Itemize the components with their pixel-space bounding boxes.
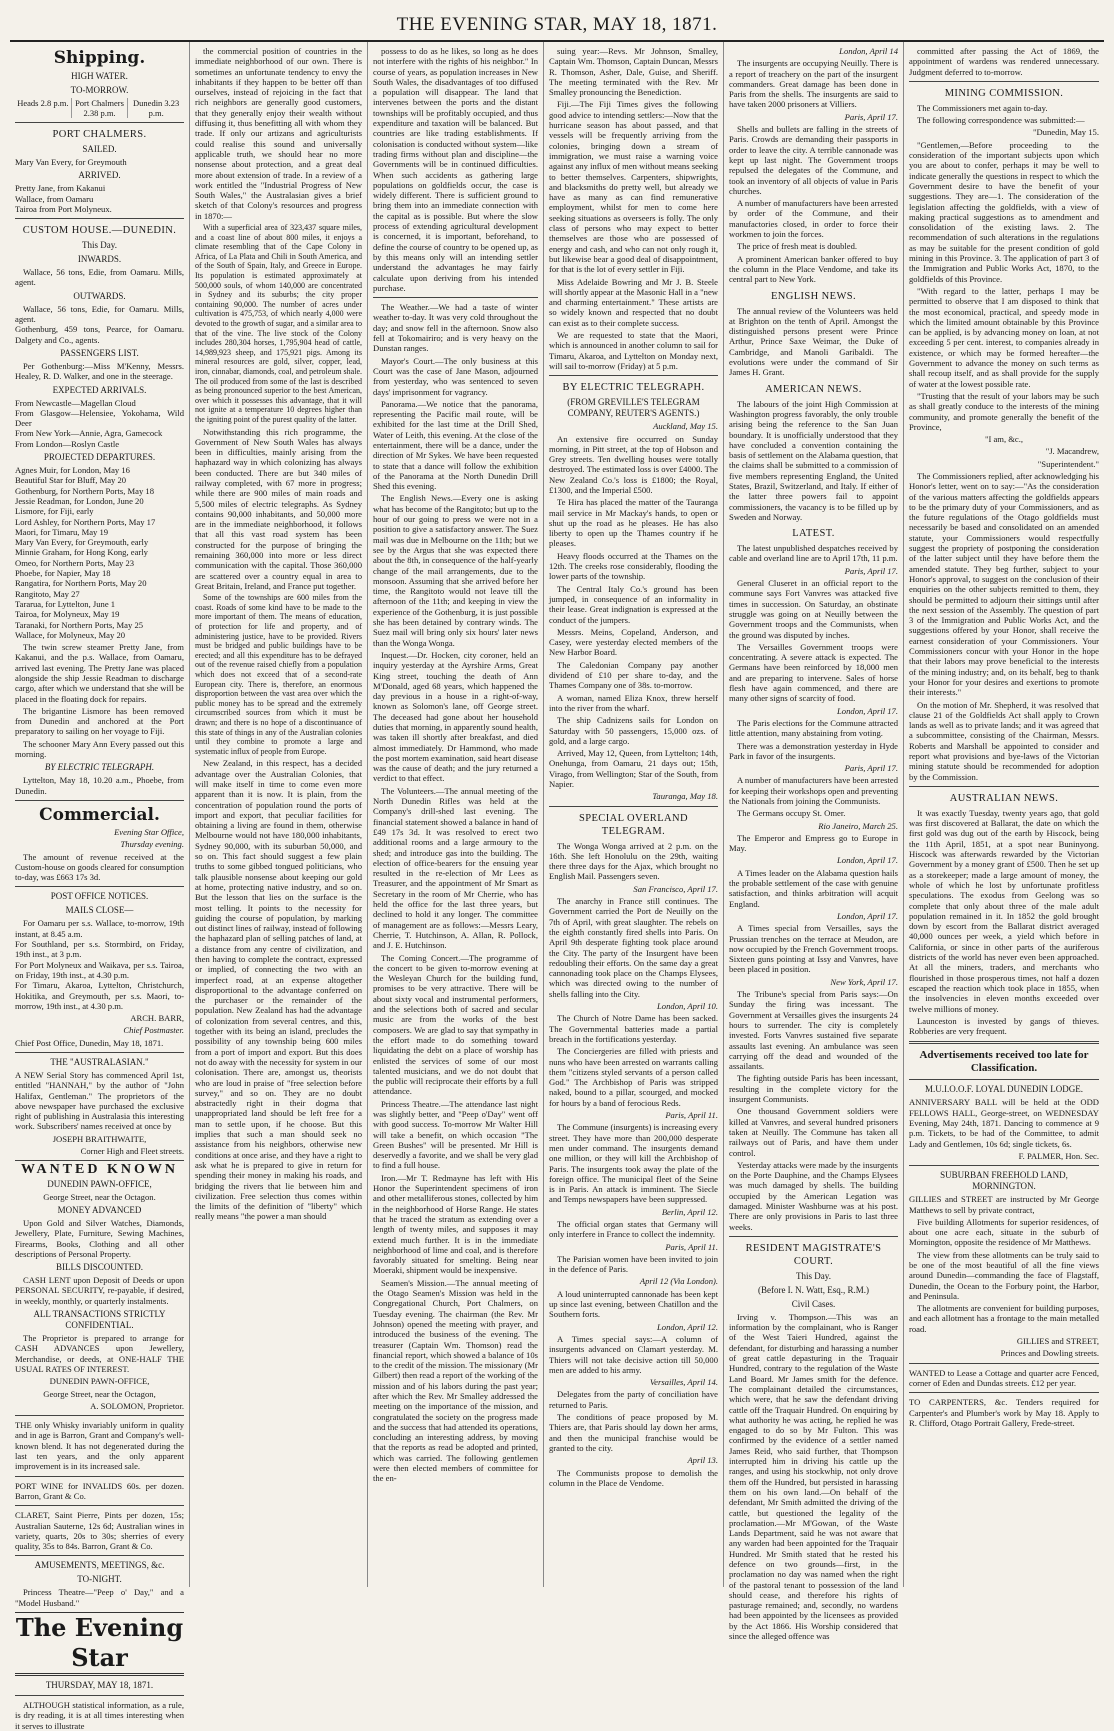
yesterday-attacks-text: Yesterday attacks were made by the insurgents on the Porte Dauphine, and the Champs Elysees was much damaged by shells. The building occupied by the American Legation was damaged. Minister Washburne was at his post. There are only provisions in Paris to last three weeks. bbox=[729, 1159, 898, 1232]
paris-11b-dateline: Paris, April 11. bbox=[665, 1241, 718, 1252]
conciergeries-text: The Conciergeries are filled with priests and nuns who have been arrested on warrants calling them "citizens styled servants of a person called God." The Archbishop of Paris was stripped naked, bound to a pillar, scourged, and mocked for hours by a band of ferocious Reds. bbox=[549, 1046, 718, 1108]
court-day-label: This Day. bbox=[796, 1270, 831, 1281]
letter-date: "Dunedin, May 15. bbox=[1032, 127, 1099, 138]
maori-paragraph: We are requested to state that the Maori, which is announced in another column to sail for Timaru, Akaroa, and Lyttelton on Monday next, will sail to-morrow (Friday) at 5 p.m. bbox=[549, 330, 718, 371]
berlin-text: The official organ states that Germany will only interfere in France to collect the indemnity. bbox=[549, 1218, 718, 1240]
london-10-dateline: London, April 10. bbox=[657, 1001, 718, 1012]
iron-paragraph: Iron.—Mr T. Redmayne has left with His Honor the Superintendent specimens of iron and other metalliferous stones, collected by him in the neighborhood of Horse Range. He states that he traced the stratum as extending over a length of twenty miles, and supposes it may extend much further. It is in the immediate neighborhood of lime and coal, and is therefore favorably situated for smelting. Being near Moeraki, shipment would be inexpensive. bbox=[373, 1172, 538, 1276]
london-17c-text: A Times special from Versailles, says the Prussian trenches on the terrace at Meudon, are now occupied by the French Government troops. Sixteen guns pointing at Issy and Vanvres, have been placed in position. bbox=[729, 923, 898, 975]
evening-star-date: THURSDAY, MAY 18, 1871. bbox=[45, 1679, 154, 1690]
paris-17-text: Shells and bullets are falling in the streets of Paris. Crowds are demanding their passports in order to leave the city. A terrible cannonade was kept up last night. The Government troops repulsed the delegates of the Commune, and took an inventory of all objects of value in Paris churches. bbox=[729, 124, 898, 196]
port-wine-advert: PORT WINE for INVALIDS 60s. per dozen. Barron, Grant & Co. bbox=[15, 1480, 184, 1501]
versailles-14-text: Delegates from the party of conciliation have returned to Paris. bbox=[549, 1389, 718, 1410]
tonight-label: TO-NIGHT. bbox=[77, 1574, 122, 1585]
meat-price-text: The price of fresh meat is doubled. bbox=[737, 241, 858, 252]
london-12-text: A Times special says:—A column of insurgents advanced on Clamart yesterday. M. Thiers will not take decisive action till 50,000 men are added to his army. bbox=[549, 1333, 718, 1375]
this-day-label: This Day. bbox=[82, 240, 117, 251]
whisky-advert: THE only Whisky invariably uniform in quality and in age is Barron, Grant and Company's well-known blend. It has not degenerated during the last ten years, and the only apparent improvement is in its increased sale. bbox=[15, 1420, 184, 1472]
oddfellows-text: ANNIVERSARY BALL will be held at the ODD FELLOWS HALL, George-street, on WEDNESDAY Evening, May 24th, 1871. Dancing to commence at 9 p.m. Tickets, to be had of the Committee, to admit Lady and Gentlemen, 10s 6d; single tickets, 6s. bbox=[909, 1097, 1099, 1149]
telegraph-heading: BY ELECTRIC TELEGRAPH. bbox=[44, 762, 155, 773]
passengers-text: Per Gothenburg:—Miss M'Kenny, Messrs. Healey, R. D. Walker, and one in the steerage. bbox=[15, 360, 184, 382]
auckland-text: An extensive fire occurred on Sunday morning, in Pitt street, at the top of Hobson and Grey streets. Ten dwelling houses were totally destroyed. The estimated loss is over £4000. The New Zealand Co.'s loss is £1800; the Royal, £1300, and the Imperial £500. bbox=[549, 433, 718, 495]
post-office-text: For Oamaru per s.s. Wallace, to-morrow, 19th instant, at 8.45 a.m. For Southland, per s.s. Stormbird, on Friday, 19th inst., at 3 p.m. For Port Molyneux and Waikava, per s.s. Tairoa, on Friday, 19th inst., at 4.30 p.m. For Timaru, Akaroa, Lyttelton, Christchurch, Hokitika, and Greymouth, per s.s. Maori, to-morrow, 19th inst., at 4.30 p.m. bbox=[15, 918, 184, 1011]
inwards-heading: INWARDS. bbox=[77, 254, 122, 265]
inquest-paragraph: Inquest.—Dr. Hocken, city coroner, held an inquiry yesterday at the Ayrshire Arms, Great King street, touching the death of Ann M'Donald, aged 68 years, which happened the day previous in a house in a right-of-way, known as Solomon's lane, off George street. The deceased had gone about her household duties that morning, in apparently sound health, was taken ill shortly after breakfast, and died almost immediately. Dr Hammond, who made the post mortem examination, said heart disease was the cause of death; and the jury returned a verdict to that effect. bbox=[373, 649, 538, 784]
thousand-soldiers-text: One thousand Government soldiers were killed at Vanvres, and several hundred prisoners taken at Neuilly. The Commune has taken all railways out of Paris, and have them under control. bbox=[729, 1106, 898, 1158]
late-adverts-heading: Advertisements received too late for Classification. bbox=[919, 1049, 1089, 1075]
telegraph-text: Lyttelton, May 18, 10.20 a.m., Phoebe, from Dunedin. bbox=[15, 775, 184, 796]
new-york-text: The Tribune's special from Paris says:—On Sunday the firing was incessant. The Government at Versailles gives the insurgents 24 hours to surrender. The city is completely invested. Forts Vanvres sustained five separate assaults last evening. An ambulance was seen carrying off the dead and wounded of the assailants. bbox=[729, 989, 898, 1072]
projected-departures-heading: PROJECTED DEPARTURES. bbox=[43, 452, 156, 463]
gillies-signature: GILLIES and STREET, bbox=[1016, 1336, 1099, 1347]
civil-cases-label: Civil Cases. bbox=[791, 1298, 836, 1309]
column-5 bbox=[724, 42, 904, 1642]
oddfellows-heading: M.U.I.O.O.F. LOYAL DUNEDIN LODGE. bbox=[925, 1084, 1083, 1095]
fighting-text: The fighting outside Paris has been incessant, resulting in the complete victory for the insurgent Communists. bbox=[729, 1073, 898, 1105]
australian-news-text: It was exactly Tuesday, twenty years ago, that gold was first discovered at Ballarat, the date on which the first gold was dug out of the earth by Hiscock, being the 11th April, 1851, at a spot near Buninyong. Hiscock was afterwards rewarded by the Victorian Government by a money grant of £500. Then he set up as a storekeeper; made a large amount of money, the whole of which he lost by unfortunate profitless speculations. The exodus from Geelong was so complete that only about three of the male adult population remained in it. In 1852 the gold brought down by escort from the Ballarat district averaged 40,000 ounces per week, a yield which before in California, or since in other parts of the auriferous districts of the world has never even been approached. At all the miners, traders, and merchants who flourished in those prosperous times, not half a dozen escaped the reaction which took place in 1855, when the insolvencies in eleven months exceeded over twelve millions of money. bbox=[909, 807, 1099, 1014]
april-13-text: The Communists propose to demolish the column in the Place de Vendome. bbox=[549, 1467, 718, 1488]
paris-17b-dateline: Paris, April 17. bbox=[844, 565, 898, 576]
court-before-label: (Before I. N. Watt, Esq., R.M.) bbox=[757, 1284, 870, 1295]
tide-dunedin: Dunedin 3.23 p.m. bbox=[133, 98, 180, 118]
expected-arrivals-text: From Newcastle—Magellan Cloud From Glasgow—Helensiee, Yokohama, Wild Deer From New York—Annie, Agra, Gamecock From London—Roslyn Castle bbox=[15, 397, 184, 449]
rio-text: The Emperor and Empress go to Europe in May. bbox=[729, 832, 898, 854]
hyde-park-text: There was a demonstration yesterday in Hyde Park in favor of the insurgents. bbox=[729, 740, 898, 761]
all-transactions-heading: ALL TRANSACTIONS STRICTLY CONFIDENTIAL. bbox=[33, 1309, 166, 1331]
new-york-dateline: New York, April 17. bbox=[830, 976, 898, 987]
mayor-court-paragraph: Mayor's Court.—The only business at this Court was the case of Jane Mason, adjourned from yesterday, who was sentenced to seven days' imprisonment for vagrancy. bbox=[373, 355, 538, 397]
banker-text: A prominent American banker offered to buy the column in the Place Vendome, and take its central part to New York. bbox=[729, 253, 898, 285]
outwards-heading: OUTWARDS. bbox=[73, 290, 126, 301]
australasian-heading: THE "AUSTRALASIAN." bbox=[50, 1057, 149, 1067]
letter-signoff: "I am, &c., bbox=[984, 434, 1024, 445]
te-hira-text: Te Hira has placed the matter of the Tauranga mail service in Mr Mackay's hands, to open or shut up the road as he pleases. He has also liberty to open up the Thames country if he pleases. bbox=[549, 497, 718, 549]
bowring-paragraph: Miss Adelaide Bowring and Mr J. B. Steele will shortly appear at the Masonic Hall in a "new and charming entertainment." These artists are so widely known and respected that no doubt can exist as to their complete success. bbox=[549, 276, 718, 328]
pawn-signature: DUNEDIN PAWN-OFFICE, bbox=[49, 1376, 150, 1387]
outwards-text: Wallace, 56 tons, Edie, for Oamaru. Mills, agent. Gothenburg, 459 tons, Pearce, for Oamaru. Dalgety and Co., agents. bbox=[15, 303, 184, 345]
gillies-text-2: Five building Allotments for superior residences, of about one acre each, situate in the suburb of Mornington, opposite the residence of Mr Matthews. bbox=[909, 1216, 1099, 1248]
evening-star-leader: ALTHOUGH statistical information, as a rule, is dry reading, it is at all times interesting when it serves to illustrate bbox=[15, 1699, 184, 1731]
panorama-paragraph: Panorama.—We notice that the panorama, representing the Pacific mail route, will be exhibited for the last time at the Drill Shed, Water of Leith, this evening. At the close of the entertainment, there will be a dance, under the direction of Mr Sykes. We have been requested to state that a dance will follow the exhibition of the Panorama at the North Dunedin Drill Shed this evening. bbox=[373, 398, 538, 492]
leader-paragraph-6: possess to do as he likes, so long as he does not interfere with the rights of his neighbor." In course of years, as population increases in New South Wales, the disadvantages of too diffused a population will disappear. The land that intervenes between the ports and the distant townships will be profitably occupied, and thus expenditure and taxation will be balanced. But countries are like trading establishments. If colonisation is conducted without system—like trading firms without plan and discipline—the Governments will be in continued difficulties. When such accidents as gathering large populations on goldfields occur, the case is widely different. There is sufficient ground to bring them into an immediate connection with the capital as is possible. But where the slow process of extending agricultural development is concerned, it is important, beforehand, to define the course of country to be opened up, as by this means only will an intending settler understand the advantages he may fairly calculate upon deriving from his intended purchase. bbox=[373, 46, 538, 293]
san-francisco-text: The anarchy in France still continues. The Government carried the Port de Neuilly on the 7th of April, with great slaughter. The rebels on the eighth constantly fired shells into Paris. On April 9th desperate fighting took place around the City. The party of the Insurgent have been redoubling their efforts. On the same day a great cannonading took place on the Champs Elysees, which was directed owing to the number of shells falling into the City. bbox=[549, 896, 718, 999]
shipping-heading: Shipping. bbox=[53, 48, 146, 68]
leader-paragraph-3: Notwithstanding this rich programme, the Government of New South Wales has always been in difficulties, mainly arising from the haphazard way in which colonizing has always been conducted. There are but 340 miles of railway completed, with 67 more in progress; while there are 900 miles of main roads and 5,500 miles of electric telegraphs. As Sydney contains 90,000 inhabitants, and 50,000 more are in the immediate neighborhood, it follows that all this vast road system has been constructed for the purpose of bringing the remaining 360,000 into more or less direct communication with the capital. Those 360,000 are scattered over a country equal in area to Great Britain, Ireland, and France put together. bbox=[195, 426, 362, 591]
paris-17c-text: A number of manufacturers have been arrested for keeping their workshops open and preventing the Nationals from joining the Communists. bbox=[729, 775, 898, 806]
floods-text: Heavy floods occurred at the Thames on the 12th. The creeks rose considerably, flooding the lower parts of the township. bbox=[549, 550, 718, 582]
launceston-text: Launceston is invested by gangs of thieves. Robberies are very frequent. bbox=[909, 1015, 1099, 1037]
tide-port-chalmers: Port Chalmers 2.38 p.m. bbox=[72, 98, 129, 118]
london-17b-text: A Times leader on the Alabama question hails the probable settlement of the case with genuine satisfaction, and thinks arbitration will acquit England. bbox=[729, 867, 898, 909]
australasian-text: A NEW Serial Story has commenced April 1st, entitled "HANNAH," by the author of "John Halifax, Gentleman." The proprietors of the above newspaper have purchased the exclusive right of publishing in Australasia this interesting work. Subscribers' names received at once by bbox=[15, 1070, 184, 1132]
post-signature-title: Chief Postmaster. bbox=[123, 1025, 184, 1036]
electric-telegraph-source: (FROM GREVILLE'S TELEGRAM COMPANY, REUTER'S AGENTS.) bbox=[567, 397, 700, 419]
seamen-mission-paragraph: Seamen's Mission.—The annual meeting of the Otago Seamen's Mission was held in the Congregational Church, Port Chalmers, on Tuesday evening. The chairman (the Rev. Mr Johnson) opened the meeting with prayer, and introduced the business of the evening. The treasurer (Captain Wm. Thomson) read the financial report, which showed a balance of 10s to the credit of the mission. The missionary (Mr Gilbert) then read a report of the working of the mission and of his labors during the past year; after which the Rev. Mr Smalley addressed the meeting on the importance of the mission, and congratulated the society on the progress made and the success that had attended its operations, concluding an interesting address, by moving that the reports as read be adopted and printed, which was carried. The following gentlemen were then elected members of committee for the en- bbox=[373, 1277, 538, 1484]
letter-text-2: "With regard to the latter, perhaps I may be permitted to observe that I am disposed to think that the most economical, practical, and speedy mode in which the limited amount obtainable by this Province can be applied, is by advancing money on loan, at not exceeding 5 per cent. interest, to companies already in existence, or which may be formed hereafter—the Government to advance the money on such terms as shall recoup itself, and as shall provide for the supply of water at the lowest possible rate. bbox=[909, 285, 1099, 389]
london-17-text: The Paris elections for the Commune attracted little attention, many abstaining from voting. bbox=[729, 717, 898, 739]
arrived-heading: ARRIVED. bbox=[78, 170, 121, 181]
london-17b-dateline: London, April 17. bbox=[837, 855, 898, 866]
letter-signature: "J. Macandrew, bbox=[1045, 446, 1099, 457]
peace-conditions-text: The conditions of peace proposed by M. Thiers are, that Paris should lay down her arms, and then the municipal franchise would be granted to the city. bbox=[549, 1412, 718, 1453]
commercial-date: Thursday evening. bbox=[120, 839, 184, 850]
arrivals-text: Arrived, May 12, Queen, from Lyttelton; 14th, Onehunga, from Oamaru, 21 days out; 15th, Virago, from Wellington; Star of the South, from Napier. bbox=[549, 748, 718, 789]
via-london-dateline: April 12 (Via London). bbox=[639, 1276, 718, 1287]
versailles-14-dateline: Versailles, April 14. bbox=[649, 1377, 718, 1388]
mails-close-heading: MAILS CLOSE— bbox=[65, 905, 134, 916]
london-17c-dateline: London, April 17. bbox=[837, 910, 898, 921]
via-london-text: A loud uninterrupted cannonade has been kept up since last evening, between Chatillon and the Southern forts. bbox=[549, 1288, 718, 1320]
central-italy-text: The Central Italy Co.'s ground has been jumped, in consequence of an informality in their lease. Great indignation is expressed at the conduct of the jumpers. bbox=[549, 583, 718, 625]
latest-heading: LATEST. bbox=[792, 528, 835, 540]
letter-text-3: "Trusting that the result of your labors may be such as shall greatly conduce to the interests of the mining community, and promote generally the benefit of the Province, bbox=[909, 390, 1099, 432]
arrived-text: Pretty Jane, from Kakanui Wallace, from Oamaru Tairoa from Port Molyneux. bbox=[15, 183, 112, 214]
mining-intro: The Commissioners met again to-day. bbox=[917, 102, 1048, 113]
american-news-heading: AMERICAN NEWS. bbox=[765, 383, 862, 395]
gillies-text-3: The view from these allotments can be truly said to be one of the most beautiful of all the fine views around Dunedin—commanding the face of Flagstaff, Dunedin, the Ocean to the Forbury point, the Harbor, and Peninsula. bbox=[909, 1249, 1099, 1301]
mining-intro-2: The following correspondence was submitted:— bbox=[917, 115, 1085, 126]
london-17-dateline: London, April 17. bbox=[837, 705, 898, 716]
pawn-signature-proprietor: A. SOLOMON, Proprietor. bbox=[90, 1400, 184, 1411]
mining-commission-heading: MINING COMMISSION. bbox=[944, 87, 1064, 99]
pawn-office-text-2: The Proprietor is prepared to arrange for CASH ADVANCES upon Jewellery, Merchandise, or deeds, at ONE-HALF THE USUAL RATES OF INTEREST. bbox=[15, 1333, 184, 1374]
paris-17c-dateline: Paris, April 17. bbox=[844, 763, 898, 774]
carpenters-advert: TO CARPENTERS, &c. Tenders required for Carpenter's and Plumber's work by May 18. Apply to R. Clifford, Otago Portrait Gallery, Frede-street. bbox=[909, 1397, 1099, 1428]
australasian-address: Corner High and Fleet streets. bbox=[80, 1146, 184, 1157]
evening-star-title: The Evening Star bbox=[15, 1612, 184, 1676]
suburban-land-heading: SUBURBAN FREEHOLD LAND, MORNINGTON. bbox=[940, 1170, 1068, 1192]
tomorrow-label: TO-MORROW. bbox=[70, 85, 129, 95]
column-1 bbox=[10, 42, 190, 1731]
letter-signature-title: "Superintendent." bbox=[1037, 458, 1099, 469]
english-news-heading: ENGLISH NEWS. bbox=[770, 290, 857, 302]
berlin-dateline: Berlin, April 12. bbox=[661, 1206, 718, 1217]
inwards-text: Wallace, 56 tons, Edie, from Oamaru. Mills, agent. bbox=[15, 267, 184, 288]
versailles-text: The Versailles Government troops were concentrating. A severe attack is expected. The Germans have been reinforced by 18,000 men and are preparing to intervene. Sales of horse flesh have again commenced, and there are many other signs of scarcity of food. bbox=[729, 641, 898, 704]
pawn-office-heading: DUNEDIN PAWN-OFFICE, bbox=[47, 1178, 152, 1189]
court-continued: committed after passing the Act of 1869, the appointment of wardens was rendered unnecessary. Judgment deferred to to-morrow. bbox=[909, 46, 1099, 77]
electric-telegraph-heading: BY ELECTRIC TELEGRAPH. bbox=[562, 382, 705, 394]
leader-paragraph-2: With a superficial area of 323,437 square miles, and a coast line of about 800 miles, it enjoys a climate resembling that of the Cape Colony in Africa, of La Plata and Chili in South America, and of the South of Spain, Italy, and Greece in Europe. Its population is estimated approximately at 500,000 souls, of whom 140,000 are concentrated in Sydney and its suburbs; the city proper containing 90,000. The number of acres under cultivation is 475,753, of which nearly 4,000 were devoted to the growth of sugar, and a similar area to that of the vine. The live stock of the Colony includes 280,304 horses, 1,795,904 head of cattle, 14,989,923 sheep, and 175,921 pigs. Among its mineral resources are gold, silver, copper, lead, iron, cinnabar, diamonds, coal, and petroleum shale. The oil produced from some of the last is described as being pronounced superior to the best American, over which it possesses this advantage, that it will not ignite at a temperature 10 degrees higher than the igniting point of the purest quality of the latter. bbox=[195, 223, 362, 424]
april-13-dateline: April 13. bbox=[687, 1455, 718, 1466]
gillies-text: GILLIES and STREET are instructed by Mr George Matthews to sell by private contract, bbox=[909, 1194, 1099, 1215]
column-3 bbox=[368, 42, 544, 1587]
tide-table bbox=[15, 98, 184, 118]
amusements-heading: AMUSEMENTS, MEETINGS, &c. bbox=[34, 1560, 165, 1571]
post-date: Chief Post Office, Dunedin, May 18, 1871. bbox=[15, 1037, 164, 1048]
pawn-signature-address: George Street, near the Octagon, bbox=[43, 1388, 156, 1399]
wanted-lease-advert: WANTED to Lease a Cottage and quarter acre Fenced, corner of Eden and Dundas streets. £12 per year. bbox=[909, 1367, 1099, 1388]
australasian-signature: JOSEPH BRAITHWAITE, bbox=[52, 1133, 147, 1144]
san-francisco-dateline: San Francisco, April 17. bbox=[633, 883, 718, 894]
shipping-paragraph: The twin screw steamer Pretty Jane, from Kakanui, and the p.s. Wallace, from Oamaru, arrived last evening. The Pretty Jane was placed alongside the ship Jessie Readman to discharge cargo, after which we understand that she will be placed in the floating dock for repairs. bbox=[15, 642, 184, 704]
paris-11b-text: The Parisian women have been invited to join in the defence of Paris. bbox=[549, 1253, 718, 1275]
paris-11-text: The Commune (insurgents) is increasing every street. They have more than 200,000 desperate men under command. The insurgents demand one million, or they will kill the Archbishop of Paris. The insurgents took away the plate of the foreign office. The municipal fleet of the Seine is in Paris. An attack is imminent. The Siecle and Temps newspapers have been suppressed. bbox=[549, 1122, 718, 1205]
gillies-text-4: The allotments are convenient for building purposes, and each allotment has a frontage to the main metalled road. bbox=[909, 1303, 1099, 1334]
pawn-office-address: George Street, near the Octagon. bbox=[43, 1191, 156, 1202]
amusements-text: Princess Theatre—"Peep o' Day," and a "Model Husband." bbox=[15, 1587, 184, 1608]
seamen-mission-continued: suing year:—Revs. Mr Johnson, Smalley, Captain Wm. Thomson, Captain Duncan, Messrs R. Thomson, Asher, Dale, Guise, and Sheriff. The meeting terminated with the Rev. Mr Smalley pronouncing the Benediction. bbox=[549, 46, 718, 98]
london-12-dateline: London, April 12. bbox=[657, 1321, 718, 1332]
bills-discounted-heading: BILLS DISCOUNTED. bbox=[56, 1262, 143, 1273]
gillies-address: Princes and Dowling streets. bbox=[1000, 1348, 1099, 1359]
london-14-text: The insurgents are occupying Neuilly. There is a report of treachery on the part of the insurgent commanders. Great damage has been done in Paris from the shells. The insurgents are said to have taken 2000 prisoners at Villiers. bbox=[729, 58, 898, 110]
letter-text: "Gentlemen,—Before proceeding to the consideration of the important subjects upon which you are about to confer, perhaps it may be well to indicate generally the questions in respect to which the Government desire to have the benefit of your suggestions. They are—1. The consideration of the legislation affecting the goldfields, with a view of making practical suggestions as to amendment and consolidation of the existing laws. 2. The recommendation of such alterations in the regulations as may be suitable for the present condition of gold mining in this Province. 3. The application of part 3 of the Immigration and Public Works Act, 1870, to the goldfields of this Province. bbox=[909, 139, 1099, 284]
commercial-text: The amount of revenue received at the Custom-house on goods cleared for consumption to-day, was £663 17s 3d. bbox=[15, 851, 184, 883]
projected-departures-text: Agnes Muir, for London, May 16 Beautiful Star for Bluff, May 20 Gothenburg, for Northern Ports, May 18 Jessie Readman, for London, June 20 Lismore, for Fiji, early Lord Ashley, for Northern Ports, May 17 Maori, for Timaru, May 19 Mary Van Every, for Greymouth, early Minnie Graham, for Hong Kong, early Omeo, for Northern Ports, May 23 Phoebe, for Napier, May 18 Rangatira, for Northern Ports, May 20 Rangitoto, May 27 Tararua, for Lyttelton, June 1 Tairoa, for Molyneux, May 19 Taranaki, for Northern Ports, May 25 Wallace, for Molyneux, May 20 bbox=[15, 465, 156, 640]
sailed-heading: SAILED. bbox=[82, 144, 117, 154]
expected-arrivals-heading: EXPECTED ARRIVALS. bbox=[52, 384, 147, 395]
leader-paragraph-5: New Zealand, in this respect, has a decided advantage over the Australian Colonies, that will make itself in time to come even more apparent than it is now. It is plain, from the concentration of population round the ports of import and export, that peculiar facilities for obtaining a living are found in them, otherwise Melbourne would not have 180,000 inhabitants, Sydney 90,000, with its suburban 50,000, and so on. This fact should suggest a few plain truths to some gibbed tongued politicians, who talk plausible nonsense about keeping our gold at home, protecting native industry, and so on. But the lesson that lies on the surface is the most telling. It points to the necessity for guiding the course of population, by marking out distinct lines of railway, instead of following the haphazard plan of selling patches of land, at a distance from any centre of civilization, and then having to complete the contract, expressed or implied, of connecting the two with an imperfect road, at an expense altogether disproportional to the advantage conferred on the purchaser or the remainder of the population. New Zealand has had the advantage of colonization from several centres, and this, together with its being an island, precludes the possibility of any township being 600 miles from a port of import and export. But this does not do away with the necessity for system in our colonisation. There are, amongst us, theorists who are loud in praise of "free selection before survey," and so on. They are no doubt abstractedly right in their dogma that unappropriated land should be left free for a man to settle upon, if he choose. But this implies that such a man should seek no assistance from his neighbors, otherwise new conditions at once arise, and they have a right to ask what he is prepared to give in return for spending their money in making his roads, and bridging the rivers that lie between him and civilization. Free selection thus comes within the limits of the definition of "liberty" which really means "the power a man should bbox=[195, 758, 362, 1222]
magistrates-court-heading: RESIDENT MAGISTRATE'S COURT. bbox=[745, 1242, 882, 1267]
port-chalmers-heading: PORT CHALMERS. bbox=[52, 129, 147, 140]
manufacturers-text: A number of manufacturers have been arrested by order of the Commune, and their manufactories closed, in order to force their workmen to join the forces. bbox=[729, 198, 898, 240]
auckland-dateline: Auckland, May 15. bbox=[653, 421, 718, 432]
post-office-heading: POST OFFICE NOTICES. bbox=[50, 891, 149, 902]
shepherd-motion-text: On the motion of Mr. Shepherd, it was resolved that clause 21 of the Goldfields Act shall apply to Crown lands as well as to private lands; and it was agreed that a subcommittee, consisting of the Chairman, Messrs. Roberts and Marshall be appointed to consider and report what provisions and bye-laws of the Victorian mining statute should be recommended for adoption by the Commission. bbox=[909, 699, 1099, 782]
column-6 bbox=[904, 42, 1104, 1587]
paris-17b-text: General Cluseret in an official report to the commune says Fort Vanvres was attacked five times in succession. On Saturday, an obstinate struggle was going on at Neuilly between the Government troops and the Communists, when the ground was disputed by inches. bbox=[729, 578, 898, 640]
leader-paragraph-4: Some of the townships are 600 miles from the coast. Roads of some kind have to be made to the more important of them. The means of education, of protection for life and property, and of administering justice, have to be provided. Rivers must be bridged and public buildings have to be erected; and all this expenditure has to be defrayed out of the revenue raised chiefly from a population which does not exceed that of a second-rate European city. There is, therefore, an enormous disproportion between the vast area over which the public money has to be spread and the extremely circumscribed sources from which it must be drawn; and there is no hope of a discontinuance of this state of things in any of the Australian colonies until they combine to promote a large and systematic influx of people from Europe. bbox=[195, 593, 362, 756]
wanted-known-heading: WANTED KNOWN bbox=[21, 1162, 178, 1178]
cash-lent-text: CASH LENT upon Deposit of Deeds or upon PERSONAL SECURITY, re-payable, if desired, in weekly, monthly, or quarterly instalments. bbox=[15, 1275, 184, 1306]
latest-text: The latest unpublished despatches received by cable and overland line are to April 17th, 11 p.m. bbox=[729, 543, 898, 564]
commercial-heading: Commercial. bbox=[39, 804, 160, 825]
column-4 bbox=[544, 42, 724, 1587]
pawn-office-text: Upon Gold and Silver Watches, Diamonds, Jewellery, Plate, Furniture, Sewing Machines, Firearms, Books, Clothing and all other descriptions of Personal Property. bbox=[15, 1217, 184, 1259]
english-news-paragraph: The English News.—Every one is asking what has become of the Rangitoto; but up to the hour of our going to press we were not in a position to give a satisfactory answer. The Suez mail was due in Melbourne on the 11th; but we see by the Argus that she was expected there about the 8th, in consequence of the half-yearly change of the mail arrangements, due to the monsoon. Assuming that she arrived before her time, the Rangitoto would not leave till the afternoon of the 11th; and keeping in view the experience of the Gothenburg, it is just possible she has been detained by contrary winds. The Suez mail will bring only six hours' later news than the Wonga Wonga. bbox=[373, 493, 538, 648]
column-2 bbox=[190, 42, 368, 1587]
fiji-paragraph: Fiji.—The Fiji Times gives the following good advice to intending settlers:—Now that the hurricane season has about passed, and that vessels will be frequently arriving from the colonies, bringing down a stream of immigration, we must raise a warning voice against any influx of men without means seeking to better themselves. Carpenters, shipwrights, and blacksmiths do pretty well, but already we have as many as can find remunerative employment, whilst for men to come here seeking situations as overseers is folly. The only class of persons who may expect to better themselves are those who are possessed of energy and cash, and who can not only rough it, but likewise bear a good deal of disappointment, for that is the lot of every settler in Fiji. bbox=[549, 99, 718, 275]
st-omer-text: The Germans occupy St. Omer. bbox=[737, 808, 846, 819]
english-news-text: The annual review of the Volunteers was held at Brighton on the tenth of April. Amongst the distinguished persons present were Prince Arthur, Prince Saxe Weimar, the Duke of Cambridge, and Manoli Garibaldi. The evolutions were under the command of Sir James H. Grant. bbox=[729, 305, 898, 378]
harbor-board-text: Messrs. Meins, Copeland, Anderson, and Casey, were yesterday elected members of the New Harbor Board. bbox=[549, 626, 718, 658]
eliza-knox-text: A woman, named Eliza Knox, threw herself into the river from the wharf. bbox=[549, 692, 718, 713]
commercial-office: Evening Star Office, bbox=[114, 826, 184, 837]
volunteers-paragraph: The Volunteers.—The annual meeting of the North Dunedin Rifles was held at the Company's drill-shed last evening. The financial statement showed a balance in hand of £49 17s 3d. It was resolved to erect two additional rooms and a large armoury to the shed; and introduce gas into the building. The election of office-bearers for the ensuing year resulted in the re-election of Mr Lees as Treasurer, and the appointment of Mr Smart as Secretary in the room of Mr Cherrie, who has held the office for the last three years, but declined to hold it any longer. The committee of management are as follows:—Messrs Leary, Cherrie, T. Hutchinson, A. Allan, R. Pollock, and J. E. Hutchinson. bbox=[373, 785, 538, 951]
cadnizens-text: The ship Cadnizens sails for London on Saturday with 50 passengers, 15,000 ozs. of gold, and a large cargo. bbox=[549, 715, 718, 746]
oddfellows-signature: F. PALMER, Hon. Sec. bbox=[1018, 1150, 1099, 1161]
page-masthead: THE EVENING STAR, MAY 18, 1871. bbox=[10, 0, 1104, 42]
tide-heads: Heads 2.8 p.m. bbox=[15, 98, 72, 118]
mining-reply-text: The Commissioners replied, after acknowledging his Honor's letter, went on to say:—"As the consideration of the various matters affecting the goldfields appears to be the primary duty of your Commissioners, and as the future regulations of the Otago goldfields must necessarily be based and consolidated on an amended statute, your Commissioners would respectfully suggest the propriety of postponing the consideration of the latter subject until they have before them the amended statute. They beg further, subject to your Honor's approval, to suggest on the conclusion of their enquiries on the other subjects remitted to them, they should be permitted to adjourn their sittings until after the next session of the Assembly. The question of part 3 of the Immigration and Public Works Act, and the suggestions offered by your Honor, shall receive the earnest consideration of your Commissioners. Your Commissioners concur with your Honor in the hope that their labors may prove beneficial to the interests of the mining industry; and, on its behalf, beg to thank your Honor for your desires and exertions to promote their interests." bbox=[909, 470, 1099, 698]
high-water-heading: HIGH WATER. bbox=[71, 71, 128, 81]
london-14-dateline: London, April 14 bbox=[839, 46, 898, 56]
caledonian-text: The Caledonian Company pay another dividend of £10 per share to-day, and the Thames Company one of 38s. to-morrow. bbox=[549, 659, 718, 691]
weather-paragraph: The Weather.—We had a taste of winter weather to-day. It was very cold throughout the day; and snow fell in the afternoon. Snow also fell at Tokomairiro; and is very heavy on the Dunstan ranges. bbox=[373, 302, 538, 354]
court-text: Irving v. Thompson.—This was an information by the complainant, who is Ranger of the West Taieri Hundred, against the defendant, for disturbing and harassing a number of great cattle depasturing in the Traquair Hundred, contrary to the regulation of the Waste Land Board. Mr James smith for the defence. The complainant detailed the circumstances, which were, that he saw the defendant driving cattle off the Traquair Hundred. On enquiring by what authority he was acting, he replied he was engaged to do so by Mr Fulton. This was confirmed by the evidence of a settler named James Reid, who said further, that Thompson interrupted him in driving his cattle up the ranges, and using his stockwhip, not only drove them off the Hundred, but persisted in harassing them on his own land.—On behalf of the defendant, Mr Smith admitted the driving of the cattle, but questioned the legality of the proclamation.—Mr M'Gowan, of the Waste Lands Department, said he was not aware that any warden had been appointed for the Traquair Hundred. Mr Smith stated that he rested his defence on two grounds—first, in the proclamation no day was named when the right of the pastoral tenant to possession of the land should cease, and therefore his rights of pasturage remained; and, secondly, no wardens had been appointed by the licensees as provided by the Act 1866. His Worship considered that since the alleged offence was bbox=[729, 1311, 898, 1642]
tauranga-dateline: Tauranga, May 18. bbox=[652, 791, 718, 802]
australian-news-heading: AUSTRALIAN NEWS. bbox=[949, 792, 1059, 804]
post-signature: ARCH. BARR, bbox=[130, 1013, 184, 1024]
princess-theatre-paragraph: Princess Theatre.—The attendance last night was slightly better, and "Peep o'Day" went off with good success. To-morrow Mr Walter Hill will take a benefit, on which occasion "The Green Bushes" will be presented. Mr Hill is deservedly a favorite, and we shall be very glad to find a full house. bbox=[373, 1098, 538, 1171]
rio-dateline: Rio Janeiro, March 25. bbox=[818, 820, 898, 831]
passengers-heading: PASSENGERS LIST. bbox=[60, 347, 139, 358]
concert-paragraph: The Coming Concert.—The programme of the concert to be given to-morrow evening at the Wesleyan Church for the building fund, promises to be very attractive. There will be about sixty vocal and instrumental performers, and the selections both of sacred and secular music are from the works of the best composers. We are glad to say that sympathy in the effort made to do something toward liquidating the debt on a place of worship has enlisted the services of some of our most talented musicians, and we do not doubt that the public will reciprocate their efforts by a full attendance. bbox=[373, 952, 538, 1097]
sailed-text: Mary Van Every, for Greymouth bbox=[15, 157, 127, 167]
leader-paragraph-1: the commercial position of countries in the immediate neighborhood of our own. There is sometimes an unfortunate tendency to envy the inhabitants if they happen to be better off than ourselves, instead of rejoicing in the fact that rich neighbors are generally good customers, that they generally enjoy their wealth without diffusing it, thus benefitting all with whom they trade. If only our artizans and agriculturists could realise this sound and universally applicable truth, we should hear no more nonsense about protection, and a great deal more about extension of trade. In a review of a work entitled the "Industrial Progress of New South Wales," the Australasian gives a brief sketch of that Colony's resources and progress in 1870:— bbox=[195, 46, 362, 221]
american-news-text: The labours of the joint High Commission at Washington progress favorably, the only trouble arising being the reference to the San Juan boundary. It is unofficially understood that they have concluded a convention containing the basis of settlement on the Alabama question, that the claims shall be submitted to a commission of five members representing England, the United States, Brazil, Switzerland, and Italy. If either of the latter three powers fail to appoint commissioners, the vacancy is to be filled up by Sweden and Norway. bbox=[729, 398, 898, 522]
paris-11-dateline: Paris, April 11. bbox=[665, 1110, 718, 1121]
claret-advert: CLARET, Saint Pierre, Pints per dozen, 15s; Australian Sauterne, 12s 6d; Australian wines in variety, quarts, 20s to 30s; sherries of every quality, 35s to 84s. Barron, Grant & Co. bbox=[15, 1510, 184, 1552]
overland-telegram-heading: SPECIAL OVERLAND TELEGRAM. bbox=[579, 812, 688, 837]
columns bbox=[10, 42, 1104, 1731]
paris-17-dateline: Paris, April 17. bbox=[844, 111, 898, 122]
custom-house-heading: CUSTOM HOUSE.—DUNEDIN. bbox=[22, 225, 177, 237]
london-10-text: The Church of Notre Dame has been sacked. The Governmental batteries made a partial breach in the fortifications yesterday. bbox=[549, 1013, 718, 1044]
lismore-paragraph: The brigantine Lismore has been removed from Dunedin and anchored at the Port preparatory to sailing on her voyage to Fiji. bbox=[15, 705, 184, 737]
overland-text: The Wonga Wonga arrived at 2 p.m. on the 16th. She left Honolulu on the 29th, waiting there three days for the Ajax, which brought no English Mail. Passengers seven. bbox=[549, 840, 718, 882]
money-advanced-heading: MONEY ADVANCED bbox=[57, 1204, 142, 1215]
mary-van-paragraph: The schooner Mary Ann Every passed out this morning. bbox=[15, 738, 184, 760]
